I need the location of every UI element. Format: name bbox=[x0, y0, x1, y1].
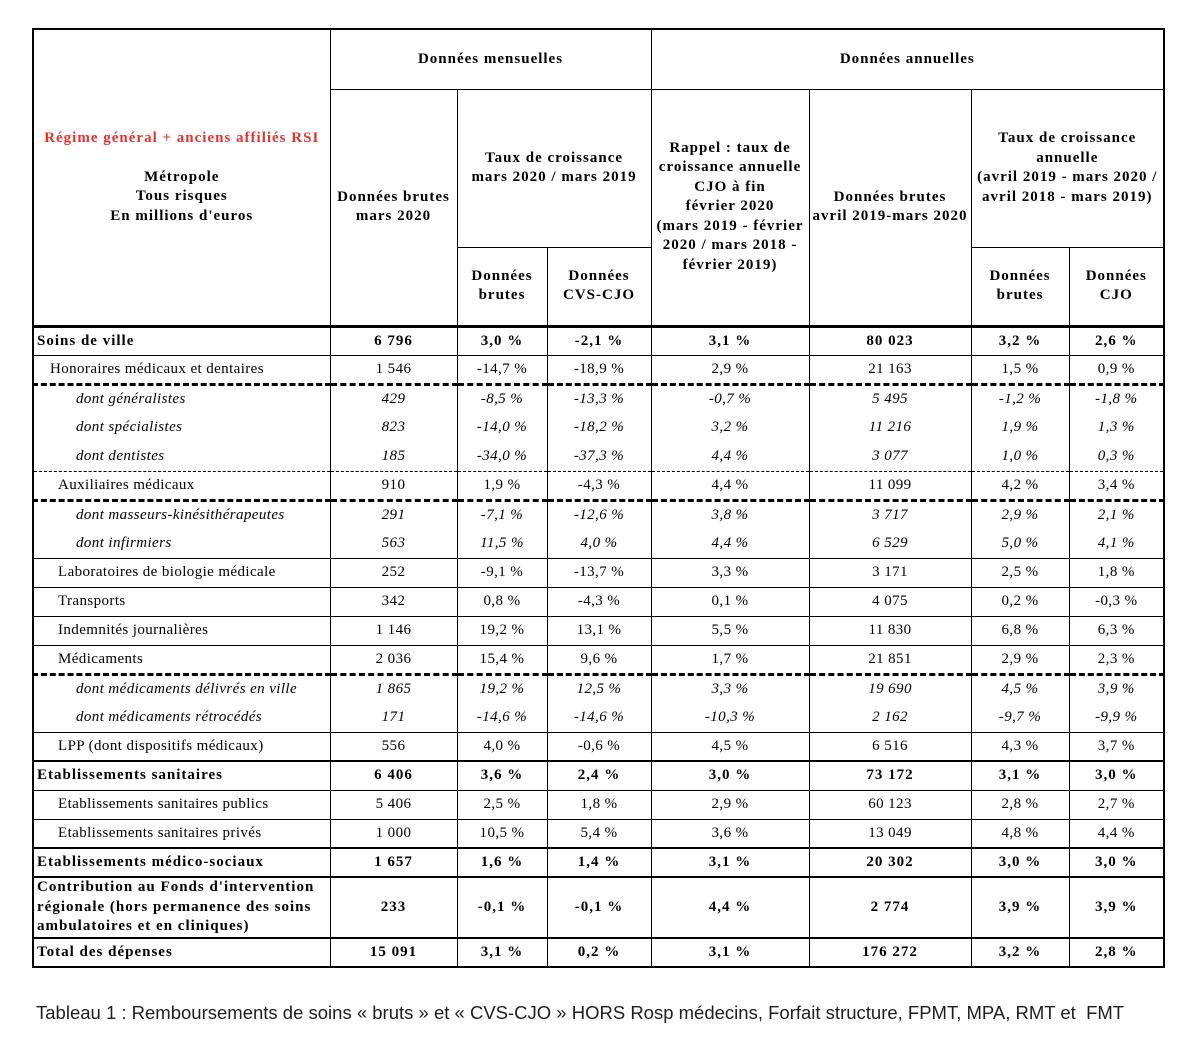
cell-monthly-growth-cvs-cjo: -0,6 % bbox=[547, 732, 651, 761]
row-label: Contribution au Fonds d'intervention régionale (hors permanence des soins ambulatoires et en cliniques) bbox=[33, 877, 330, 938]
header-monthly-growth-cvs-cjo bbox=[547, 247, 651, 326]
cell-annual-growth-cjo: 2,1 % bbox=[1069, 500, 1164, 529]
table-row bbox=[33, 790, 1164, 819]
cell-monthly-growth-raw: 1,9 % bbox=[457, 471, 547, 500]
row-label: Etablissements médico-sociaux bbox=[33, 848, 330, 877]
cell-monthly-growth-cvs-cjo: 4,0 % bbox=[547, 529, 651, 558]
cell-monthly-growth-raw: 3,1 % bbox=[457, 938, 547, 967]
cell-annual-growth-raw: 2,8 % bbox=[971, 790, 1069, 819]
header-line: brutes bbox=[996, 287, 1044, 303]
header-line: mars 2020 bbox=[355, 208, 432, 224]
cell-raw-march-2020: 185 bbox=[330, 442, 457, 471]
cell-raw-march-2020: 563 bbox=[330, 529, 457, 558]
cell-reminder-annual-growth-cjo: 2,9 % bbox=[651, 790, 809, 819]
header-group-monthly: Données mensuelles bbox=[330, 29, 651, 89]
cell-raw-march-2020: 252 bbox=[330, 558, 457, 587]
header-raw-annual bbox=[809, 89, 971, 326]
scope-line-risks: Tous risques bbox=[135, 188, 228, 204]
header-line: février 2020 bbox=[685, 198, 775, 215]
cell-monthly-growth-cvs-cjo: -37,3 % bbox=[547, 442, 651, 471]
cell-reminder-annual-growth-cjo: 3,6 % bbox=[651, 819, 809, 848]
cell-annual-growth-raw: 4,2 % bbox=[971, 471, 1069, 500]
row-label: Etablissements sanitaires bbox=[33, 761, 330, 790]
cell-annual-growth-cjo: 3,4 % bbox=[1069, 471, 1164, 500]
cell-monthly-growth-raw: -8,5 % bbox=[457, 384, 547, 413]
cell-annual-growth-cjo: 1,8 % bbox=[1069, 558, 1164, 587]
cell-annual-growth-raw: 2,5 % bbox=[971, 558, 1069, 587]
cell-reminder-annual-growth-cjo: 4,4 % bbox=[651, 529, 809, 558]
cell-monthly-growth-raw: -14,7 % bbox=[457, 355, 547, 384]
cell-reminder-annual-growth-cjo: -0,7 % bbox=[651, 384, 809, 413]
header-line: Données bbox=[1085, 267, 1147, 284]
cell-raw-annual: 21 163 bbox=[809, 355, 971, 384]
header-monthly-growth-raw bbox=[457, 247, 547, 326]
header-line: Rappel : taux de bbox=[669, 139, 791, 156]
table-row bbox=[33, 819, 1164, 848]
row-label: dont médicaments rétrocédés bbox=[33, 703, 330, 732]
cell-reminder-annual-growth-cjo: 3,1 % bbox=[651, 938, 809, 967]
cell-raw-annual: 60 123 bbox=[809, 790, 971, 819]
table-row bbox=[33, 703, 1164, 732]
table-row bbox=[33, 413, 1164, 442]
cell-annual-growth-cjo: -1,8 % bbox=[1069, 384, 1164, 413]
cell-reminder-annual-growth-cjo: 5,5 % bbox=[651, 616, 809, 645]
header-raw-march-2020 bbox=[330, 89, 457, 326]
cell-raw-march-2020: 1 546 bbox=[330, 355, 457, 384]
cell-raw-annual: 6 529 bbox=[809, 529, 971, 558]
cell-annual-growth-raw: -1,2 % bbox=[971, 384, 1069, 413]
cell-reminder-annual-growth-cjo: 1,7 % bbox=[651, 645, 809, 674]
cell-raw-march-2020: 233 bbox=[330, 877, 457, 938]
header-line: brutes bbox=[478, 287, 526, 303]
cell-annual-growth-raw: 3,2 % bbox=[971, 938, 1069, 967]
cell-monthly-growth-raw: 15,4 % bbox=[457, 645, 547, 674]
cell-monthly-growth-raw: 0,8 % bbox=[457, 587, 547, 616]
header-annual-growth-raw bbox=[971, 247, 1069, 326]
cell-monthly-growth-cvs-cjo: 9,6 % bbox=[547, 645, 651, 674]
cell-raw-annual: 19 690 bbox=[809, 674, 971, 703]
cell-reminder-annual-growth-cjo: 4,4 % bbox=[651, 877, 809, 938]
cell-reminder-annual-growth-cjo: 3,1 % bbox=[651, 848, 809, 877]
cell-annual-growth-raw: 2,9 % bbox=[971, 645, 1069, 674]
cell-annual-growth-raw: 1,9 % bbox=[971, 413, 1069, 442]
header-row-groups bbox=[33, 29, 1164, 89]
cell-raw-annual: 11 099 bbox=[809, 471, 971, 500]
header-line: CJO bbox=[1099, 287, 1133, 303]
cell-monthly-growth-cvs-cjo: -13,7 % bbox=[547, 558, 651, 587]
cell-monthly-growth-raw: -14,6 % bbox=[457, 703, 547, 732]
cell-annual-growth-cjo: 4,1 % bbox=[1069, 529, 1164, 558]
row-label: LPP (dont dispositifs médicaux) bbox=[33, 732, 330, 761]
cell-monthly-growth-cvs-cjo: -2,1 % bbox=[547, 326, 651, 355]
cell-annual-growth-cjo: 0,3 % bbox=[1069, 442, 1164, 471]
table-row bbox=[33, 442, 1164, 471]
row-label: Soins de ville bbox=[33, 326, 330, 355]
cell-raw-march-2020: 342 bbox=[330, 587, 457, 616]
row-label: Total des dépenses bbox=[33, 938, 330, 967]
cell-raw-march-2020: 1 000 bbox=[330, 819, 457, 848]
cell-raw-march-2020: 2 036 bbox=[330, 645, 457, 674]
cell-raw-march-2020: 5 406 bbox=[330, 790, 457, 819]
cell-reminder-annual-growth-cjo: 4,4 % bbox=[651, 442, 809, 471]
cell-annual-growth-cjo: 6,3 % bbox=[1069, 616, 1164, 645]
cell-annual-growth-raw: 3,2 % bbox=[971, 326, 1069, 355]
row-label: Laboratoires de biologie médicale bbox=[33, 558, 330, 587]
table-row bbox=[33, 616, 1164, 645]
table-body bbox=[33, 326, 1164, 967]
cell-raw-annual: 3 077 bbox=[809, 442, 971, 471]
cell-monthly-growth-raw: -34,0 % bbox=[457, 442, 547, 471]
cell-raw-annual: 4 075 bbox=[809, 587, 971, 616]
cell-raw-march-2020: 6 796 bbox=[330, 326, 457, 355]
cell-monthly-growth-cvs-cjo: 1,4 % bbox=[547, 848, 651, 877]
row-label: Transports bbox=[33, 587, 330, 616]
table-row bbox=[33, 529, 1164, 558]
cell-raw-annual: 3 717 bbox=[809, 500, 971, 529]
row-label: Auxiliaires médicaux bbox=[33, 471, 330, 500]
cell-monthly-growth-cvs-cjo: -4,3 % bbox=[547, 471, 651, 500]
cell-annual-growth-cjo: 3,9 % bbox=[1069, 877, 1164, 938]
cell-monthly-growth-cvs-cjo: -18,2 % bbox=[547, 413, 651, 442]
cell-reminder-annual-growth-cjo: 3,3 % bbox=[651, 674, 809, 703]
cell-raw-annual: 13 049 bbox=[809, 819, 971, 848]
cell-raw-annual: 11 216 bbox=[809, 413, 971, 442]
header-line: Données bbox=[989, 267, 1051, 284]
header-line: annuelle bbox=[1036, 149, 1099, 166]
cell-annual-growth-raw: 4,3 % bbox=[971, 732, 1069, 761]
cell-annual-growth-cjo: 2,3 % bbox=[1069, 645, 1164, 674]
cell-raw-annual: 5 495 bbox=[809, 384, 971, 413]
cell-monthly-growth-cvs-cjo: 1,8 % bbox=[547, 790, 651, 819]
table-caption: Tableau 1 : Remboursements de soins « bruts » et « CVS-CJO » HORS Rosp médecins, Forfait structure, FPMT, MPA, RMT et FMT bbox=[36, 1002, 1125, 1023]
table-row bbox=[33, 558, 1164, 587]
cell-raw-march-2020: 15 091 bbox=[330, 938, 457, 967]
cell-raw-annual: 21 851 bbox=[809, 645, 971, 674]
cell-annual-growth-raw: 1,5 % bbox=[971, 355, 1069, 384]
cell-monthly-growth-raw: 4,0 % bbox=[457, 732, 547, 761]
cell-monthly-growth-raw: 19,2 % bbox=[457, 616, 547, 645]
cell-raw-march-2020: 556 bbox=[330, 732, 457, 761]
header-line: Taux de croissance bbox=[485, 149, 624, 166]
cell-monthly-growth-raw: 3,6 % bbox=[457, 761, 547, 790]
header-reminder-annual-growth bbox=[651, 89, 809, 326]
cell-raw-annual: 20 302 bbox=[809, 848, 971, 877]
table-row bbox=[33, 848, 1164, 877]
cell-raw-march-2020: 1 865 bbox=[330, 674, 457, 703]
cell-annual-growth-cjo: -9,9 % bbox=[1069, 703, 1164, 732]
cell-reminder-annual-growth-cjo: 3,3 % bbox=[651, 558, 809, 587]
cell-monthly-growth-raw: -7,1 % bbox=[457, 500, 547, 529]
cell-reminder-annual-growth-cjo: 4,5 % bbox=[651, 732, 809, 761]
cell-raw-annual: 3 171 bbox=[809, 558, 971, 587]
row-label: dont dentistes bbox=[33, 442, 330, 471]
cell-monthly-growth-raw: -0,1 % bbox=[457, 877, 547, 938]
header-line: Données bbox=[568, 267, 630, 284]
cell-monthly-growth-raw: 3,0 % bbox=[457, 326, 547, 355]
cell-monthly-growth-cvs-cjo: -13,3 % bbox=[547, 384, 651, 413]
cell-monthly-growth-raw: 10,5 % bbox=[457, 819, 547, 848]
cell-monthly-growth-raw: -14,0 % bbox=[457, 413, 547, 442]
cell-annual-growth-raw: 5,0 % bbox=[971, 529, 1069, 558]
cell-annual-growth-cjo: 3,0 % bbox=[1069, 848, 1164, 877]
header-line: (avril 2019 - mars 2020 / bbox=[977, 169, 1158, 185]
header-annual-growth bbox=[971, 89, 1164, 247]
cell-annual-growth-raw: 1,0 % bbox=[971, 442, 1069, 471]
table-row bbox=[33, 938, 1164, 967]
cell-monthly-growth-raw: 11,5 % bbox=[457, 529, 547, 558]
header-line: CJO à fin bbox=[694, 178, 766, 195]
cell-raw-march-2020: 1 657 bbox=[330, 848, 457, 877]
table-row bbox=[33, 732, 1164, 761]
scope-line-unit: En millions d'euros bbox=[110, 207, 254, 224]
cell-raw-march-2020: 1 146 bbox=[330, 616, 457, 645]
header-line: (mars 2019 - février bbox=[656, 217, 804, 234]
cell-monthly-growth-cvs-cjo: -18,9 % bbox=[547, 355, 651, 384]
row-label: Etablissements sanitaires publics bbox=[33, 790, 330, 819]
header-line: CVS-CJO bbox=[563, 287, 636, 303]
table-row bbox=[33, 384, 1164, 413]
cell-raw-march-2020: 291 bbox=[330, 500, 457, 529]
cell-raw-march-2020: 6 406 bbox=[330, 761, 457, 790]
cell-monthly-growth-cvs-cjo: 2,4 % bbox=[547, 761, 651, 790]
reimbursements-table bbox=[32, 28, 1165, 968]
header-line: 2020 / mars 2018 - bbox=[662, 237, 798, 254]
cell-annual-growth-raw: 3,0 % bbox=[971, 848, 1069, 877]
row-label: dont généralistes bbox=[33, 384, 330, 413]
table-row bbox=[33, 761, 1164, 790]
header-line: avril 2019-mars 2020 bbox=[812, 208, 968, 224]
cell-annual-growth-raw: 4,5 % bbox=[971, 674, 1069, 703]
cell-reminder-annual-growth-cjo: 2,9 % bbox=[651, 355, 809, 384]
cell-monthly-growth-cvs-cjo: 13,1 % bbox=[547, 616, 651, 645]
cell-monthly-growth-cvs-cjo: 0,2 % bbox=[547, 938, 651, 967]
cell-annual-growth-cjo: 3,9 % bbox=[1069, 674, 1164, 703]
row-label: Honoraires médicaux et dentaires bbox=[33, 355, 330, 384]
cell-monthly-growth-raw: 2,5 % bbox=[457, 790, 547, 819]
cell-annual-growth-raw: 4,8 % bbox=[971, 819, 1069, 848]
cell-annual-growth-cjo: 2,7 % bbox=[1069, 790, 1164, 819]
cell-reminder-annual-growth-cjo: -10,3 % bbox=[651, 703, 809, 732]
cell-reminder-annual-growth-cjo: 0,1 % bbox=[651, 587, 809, 616]
cell-reminder-annual-growth-cjo: 3,0 % bbox=[651, 761, 809, 790]
cell-annual-growth-cjo: 4,4 % bbox=[1069, 819, 1164, 848]
cell-monthly-growth-cvs-cjo: 5,4 % bbox=[547, 819, 651, 848]
table-row bbox=[33, 674, 1164, 703]
cell-annual-growth-raw: -9,7 % bbox=[971, 703, 1069, 732]
table-row bbox=[33, 326, 1164, 355]
cell-reminder-annual-growth-cjo: 3,2 % bbox=[651, 413, 809, 442]
cell-reminder-annual-growth-cjo: 3,8 % bbox=[651, 500, 809, 529]
header-group-annual: Données annuelles bbox=[651, 29, 1164, 89]
cell-raw-march-2020: 823 bbox=[330, 413, 457, 442]
cell-monthly-growth-cvs-cjo: -0,1 % bbox=[547, 877, 651, 938]
row-label: dont spécialistes bbox=[33, 413, 330, 442]
table-row bbox=[33, 587, 1164, 616]
table-row bbox=[33, 471, 1164, 500]
cell-annual-growth-raw: 6,8 % bbox=[971, 616, 1069, 645]
cell-raw-march-2020: 429 bbox=[330, 384, 457, 413]
cell-raw-annual: 2 774 bbox=[809, 877, 971, 938]
table-header bbox=[33, 29, 1164, 326]
header-line: Données brutes bbox=[337, 188, 450, 205]
header-line: avril 2018 - mars 2019) bbox=[982, 188, 1153, 205]
header-line: Données brutes bbox=[833, 188, 947, 205]
header-corner bbox=[33, 29, 330, 326]
cell-raw-annual: 6 516 bbox=[809, 732, 971, 761]
header-line: Taux de croissance bbox=[998, 130, 1137, 146]
row-label: dont masseurs-kinésithérapeutes bbox=[33, 500, 330, 529]
row-label: Etablissements sanitaires privés bbox=[33, 819, 330, 848]
cell-raw-annual: 73 172 bbox=[809, 761, 971, 790]
cell-annual-growth-cjo: 2,6 % bbox=[1069, 326, 1164, 355]
cell-reminder-annual-growth-cjo: 3,1 % bbox=[651, 326, 809, 355]
header-line: février 2019) bbox=[682, 256, 778, 273]
cell-monthly-growth-cvs-cjo: 12,5 % bbox=[547, 674, 651, 703]
table-row bbox=[33, 500, 1164, 529]
header-annual-growth-cjo bbox=[1069, 247, 1164, 326]
cell-raw-march-2020: 910 bbox=[330, 471, 457, 500]
row-label: Médicaments bbox=[33, 645, 330, 674]
cell-monthly-growth-cvs-cjo: -14,6 % bbox=[547, 703, 651, 732]
cell-annual-growth-raw: 0,2 % bbox=[971, 587, 1069, 616]
row-label: dont infirmiers bbox=[33, 529, 330, 558]
table-row bbox=[33, 877, 1164, 938]
header-line: Données bbox=[471, 267, 533, 284]
cell-reminder-annual-growth-cjo: 4,4 % bbox=[651, 471, 809, 500]
scope-line-territory: Métropole bbox=[144, 168, 220, 185]
row-label: Indemnités journalières bbox=[33, 616, 330, 645]
scope-title: Régime général + anciens affiliés RSI bbox=[44, 129, 320, 146]
cell-monthly-growth-raw: 1,6 % bbox=[457, 848, 547, 877]
cell-annual-growth-cjo: 2,8 % bbox=[1069, 938, 1164, 967]
cell-annual-growth-raw: 3,9 % bbox=[971, 877, 1069, 938]
cell-monthly-growth-raw: 19,2 % bbox=[457, 674, 547, 703]
cell-annual-growth-raw: 2,9 % bbox=[971, 500, 1069, 529]
cell-annual-growth-raw: 3,1 % bbox=[971, 761, 1069, 790]
row-label: dont médicaments délivrés en ville bbox=[33, 674, 330, 703]
header-monthly-growth bbox=[457, 89, 651, 247]
cell-annual-growth-cjo: -0,3 % bbox=[1069, 587, 1164, 616]
cell-raw-march-2020: 171 bbox=[330, 703, 457, 732]
table-row bbox=[33, 355, 1164, 384]
header-line: mars 2020 / mars 2019 bbox=[471, 169, 637, 185]
cell-annual-growth-cjo: 3,7 % bbox=[1069, 732, 1164, 761]
cell-raw-annual: 2 162 bbox=[809, 703, 971, 732]
cell-annual-growth-cjo: 1,3 % bbox=[1069, 413, 1164, 442]
cell-annual-growth-cjo: 3,0 % bbox=[1069, 761, 1164, 790]
cell-monthly-growth-cvs-cjo: -4,3 % bbox=[547, 587, 651, 616]
cell-annual-growth-cjo: 0,9 % bbox=[1069, 355, 1164, 384]
cell-monthly-growth-raw: -9,1 % bbox=[457, 558, 547, 587]
cell-raw-annual: 80 023 bbox=[809, 326, 971, 355]
cell-raw-annual: 176 272 bbox=[809, 938, 971, 967]
cell-monthly-growth-cvs-cjo: -12,6 % bbox=[547, 500, 651, 529]
table-row bbox=[33, 645, 1164, 674]
cell-raw-annual: 11 830 bbox=[809, 616, 971, 645]
header-line: croissance annuelle bbox=[658, 159, 802, 176]
